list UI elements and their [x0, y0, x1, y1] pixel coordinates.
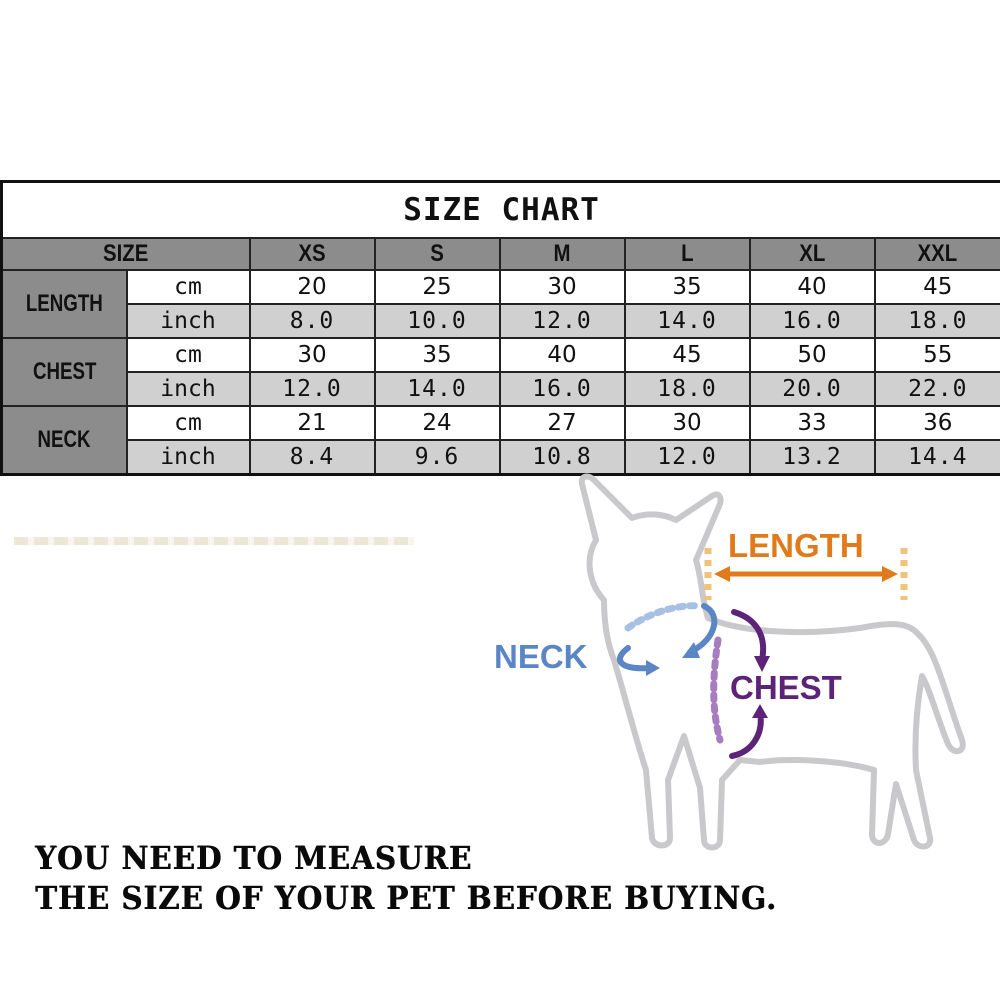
neck-cm-xs: 21 [250, 406, 375, 440]
chest-cm-xl: 50 [750, 338, 875, 372]
unit-cm: cm [127, 406, 250, 440]
size-header-xl: XL [750, 238, 875, 270]
length-cm-m: 30 [500, 270, 625, 304]
size-chart-table [0, 180, 1000, 476]
size-header-l: L [625, 238, 750, 270]
chest-cm-l: 45 [625, 338, 750, 372]
length-cm-xs: 20 [250, 270, 375, 304]
length-inch-xxl: 18.0 [875, 304, 1000, 338]
chest-inch-l: 18.0 [625, 372, 750, 406]
notice-line-1: YOU NEED TO MEASURE [35, 839, 473, 877]
neck-label: NECK [494, 638, 588, 675]
neck-cm-s: 24 [375, 406, 500, 440]
size-header-s: S [375, 238, 500, 270]
chart-title: SIZE CHART [2, 182, 1000, 239]
length-inch-l: 14.0 [625, 304, 750, 338]
length-cm-xxl: 45 [875, 270, 1000, 304]
chest-cm-xxl: 55 [875, 338, 1000, 372]
size-header-label: SIZE [2, 238, 250, 270]
neck-cm-m: 27 [500, 406, 625, 440]
size-header-xxl: XXL [875, 238, 1000, 270]
neck-inch-l: 12.0 [625, 440, 750, 475]
table-row [2, 406, 1000, 440]
row-label-length: LENGTH [2, 270, 127, 338]
neck-arrow-icon [620, 606, 714, 676]
chest-inch-s: 14.0 [375, 372, 500, 406]
chest-cm-s: 35 [375, 338, 500, 372]
notice-line-2: THE SIZE OF YOUR PET BEFORE BUYING. [35, 879, 778, 917]
neck-inch-xs: 8.4 [250, 440, 375, 475]
chest-inch-m: 16.0 [500, 372, 625, 406]
neck-cm-xxl: 36 [875, 406, 1000, 440]
table-row [2, 304, 1000, 338]
neck-inch-s: 9.6 [375, 440, 500, 475]
table-row [2, 372, 1000, 406]
neck-inch-xl: 13.2 [750, 440, 875, 475]
chest-inch-xs: 12.0 [250, 372, 375, 406]
length-inch-xl: 16.0 [750, 304, 875, 338]
size-header-m: M [500, 238, 625, 270]
unit-inch: inch [127, 372, 250, 406]
neck-inch-xxl: 14.4 [875, 440, 1000, 475]
unit-cm: cm [127, 338, 250, 372]
chest-inch-xl: 20.0 [750, 372, 875, 406]
chest-cm-xs: 30 [250, 338, 375, 372]
unit-inch: inch [127, 304, 250, 338]
unit-cm: cm [127, 270, 250, 304]
length-cm-xl: 40 [750, 270, 875, 304]
chest-inch-xxl: 22.0 [875, 372, 1000, 406]
measure-notice [35, 838, 777, 918]
length-inch-m: 12.0 [500, 304, 625, 338]
length-inch-s: 10.0 [375, 304, 500, 338]
row-label-chest: CHEST [2, 338, 127, 406]
row-label-neck: NECK [2, 406, 127, 475]
neck-cm-l: 30 [625, 406, 750, 440]
table-row [2, 338, 1000, 372]
size-header-xs: XS [250, 238, 375, 270]
length-cm-s: 25 [375, 270, 500, 304]
table-row [2, 270, 1000, 304]
length-inch-xs: 8.0 [250, 304, 375, 338]
chest-cm-m: 40 [500, 338, 625, 372]
faint-divider [14, 537, 414, 545]
chest-label: CHEST [730, 669, 842, 706]
neck-inch-m: 10.8 [500, 440, 625, 475]
unit-inch: inch [127, 440, 250, 475]
length-cm-l: 35 [625, 270, 750, 304]
neck-cm-xl: 33 [750, 406, 875, 440]
length-label: LENGTH [728, 527, 864, 564]
